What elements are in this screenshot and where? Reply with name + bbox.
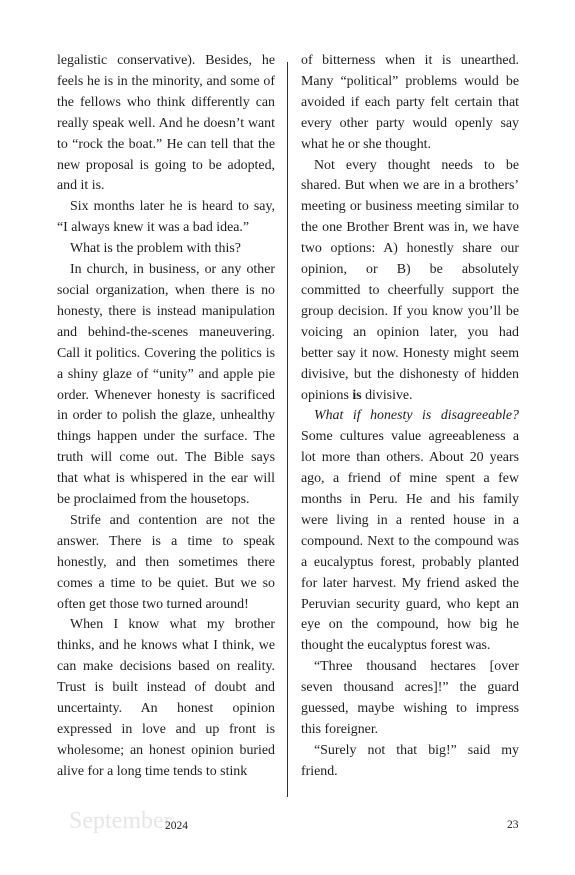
paragraph: Strife and contention are not the answer. There is a time to speak honestly, and then sometimes there comes a time to be quiet. But we so often get those two turned around!: [57, 512, 275, 612]
paragraph: When I know what my brother thinks, and he knows what I think, we can make decisions based on reality. Trust is built instead of doubt and uncertainty. An honest opinion expressed in love and up front is wholesome; an honest opinion buried alive for a long time tends to stink: [57, 617, 275, 779]
paragraph: [301, 406, 519, 657]
right-column: [301, 51, 519, 783]
emphasis-bold: is: [352, 387, 362, 403]
page-number: 23: [507, 819, 519, 831]
footer-month: September: [69, 808, 172, 834]
paragraph: In church, in business, or any other social organization, when there is no honesty, there is instead manipulation and behind-the-scenes maneuvering. Call it politics. Covering the politics is a shiny glaze of “unity” and apple pie order. Whenever honesty is sacrificed in order to polish the glaze, unhealthy things happen under the surface. The truth will come out. The Bible says that what is whispered in the ear will be proclaimed from the housetops.: [57, 262, 275, 508]
subheading-question: What if honesty is disagreeable?: [314, 408, 519, 424]
column-divider: [287, 62, 288, 797]
paragraph: “Three thousand hectares [over seven thousand acres]!” the guard guessed, maybe wishing to impress this foreigner.: [301, 659, 519, 737]
paragraph-text: Not every thought needs to be shared. But when we are in a brothers’ meeting or business meeting similar to the one Brother Brent was in, we have two options: A) honestly share our opinion, or B) be absolutely committed to cheerfully support the group decision. If you know you’ll be voicing an opinion later, you had better say it now. Honesty might seem divisive, but the dishonesty of hidden opinions: [301, 157, 519, 403]
paragraph: What is the problem with this?: [70, 241, 241, 257]
paragraph: of bitterness when it is unearthed. Many “political” problems would be avoided if each party felt certain that every other party would openly say what he or she thought.: [301, 53, 519, 152]
footer-year: 2024: [165, 820, 188, 832]
paragraph: Six months later he is heard to say, “I always knew it was a bad idea.”: [57, 199, 275, 236]
paragraph: legalistic conservative). Besides, he feels he is in the minority, and some of the fellows who think differently can really speak well. And he doesn’t want to “rock the boat.” He can tell that the new proposal is going to be adopted, and it is.: [57, 53, 275, 194]
paragraph-text: divisive.: [361, 387, 413, 403]
paragraph: [301, 156, 519, 407]
left-column: [57, 51, 275, 783]
paragraph: “Surely not that big!” said my friend.: [301, 742, 519, 779]
paragraph-text: Some cultures value agreeableness a lot more than others. About 20 years ago, a friend of mine spent a few months in Peru. He and his family were living in a rented house in a compound. Next to the compound was a eucalyptus forest, probably planted for later harvest. My friend asked the Peruvian security guard, who kept an eye on the compound, how big he thought the eucalyptus forest was.: [301, 429, 519, 654]
